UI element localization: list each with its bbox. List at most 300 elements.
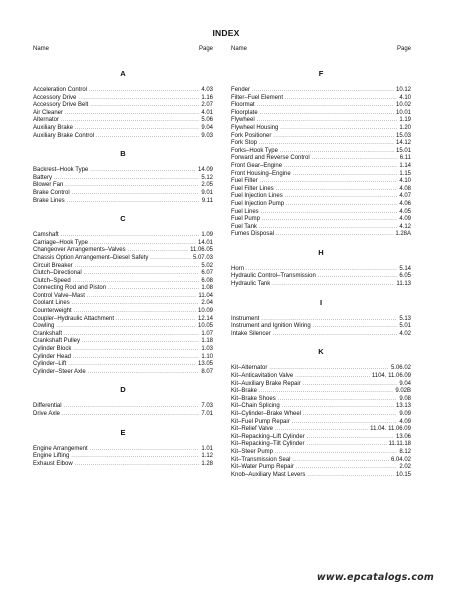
index-entry xyxy=(231,281,411,289)
index-entry xyxy=(33,354,213,362)
leader-dots xyxy=(306,441,386,449)
leader-dots xyxy=(260,110,394,118)
index-entry xyxy=(33,240,213,248)
index-entry xyxy=(231,148,411,156)
index-entry xyxy=(33,167,213,175)
leader-dots xyxy=(307,472,394,480)
index-entry xyxy=(33,346,213,354)
leader-dots xyxy=(318,273,398,281)
entry-name: Kit–Cylinder–Brake Wheel xyxy=(231,411,302,417)
leader-dots xyxy=(257,102,394,110)
entry-name: Front Housing–Engine xyxy=(231,170,291,177)
entry-page: 5.06 xyxy=(201,117,213,124)
leader-dots xyxy=(72,190,200,198)
section-letter: K xyxy=(318,347,324,357)
entry-name: Kit–Brake xyxy=(231,388,258,395)
index-entry xyxy=(231,331,411,339)
entry-page: 9.04 xyxy=(201,124,213,131)
entry-name: Fuel Tank xyxy=(231,223,257,230)
entry-page: 1.08 xyxy=(201,285,213,292)
entry-page: 5.01 xyxy=(399,323,411,330)
entry-name: Floorplate xyxy=(231,109,258,116)
index-entry xyxy=(33,461,213,469)
entry-page: 7.03 xyxy=(201,403,213,410)
entry-page: 12.14 xyxy=(197,315,213,322)
entry-name: Accessory Drive Belt xyxy=(33,102,89,109)
entry-name: Changeover Arrangements–Valves xyxy=(33,247,126,254)
leader-dots xyxy=(90,102,199,110)
entry-name: Kit–Relief Valve xyxy=(231,426,273,433)
entry-name: Cylinder Head xyxy=(33,353,72,360)
index-column-left xyxy=(33,44,213,468)
index-column-right xyxy=(231,44,411,479)
entry-name: Kit–Steer Pump xyxy=(231,448,274,455)
index-entry xyxy=(33,331,213,339)
leader-dots xyxy=(96,133,199,141)
entry-name: Crankshaft Pulley xyxy=(33,338,81,345)
index-entry xyxy=(33,95,213,103)
index-section xyxy=(33,149,213,205)
leader-dots xyxy=(293,171,398,179)
entry-page: 1.16 xyxy=(201,94,213,101)
entry-page: 10.01 xyxy=(395,109,411,116)
entry-page: 1.03 xyxy=(201,346,213,353)
leader-dots xyxy=(313,323,398,331)
entry-name: Coupler–Hydraulic Attachment xyxy=(33,315,115,322)
index-entry xyxy=(231,133,411,141)
entry-name: Camshaft xyxy=(33,232,59,239)
entry-name: Kit–Brake Shoes xyxy=(231,395,276,402)
leader-dots xyxy=(150,255,191,263)
leader-dots xyxy=(285,193,398,201)
index-entry xyxy=(231,110,411,118)
entry-name: Blower Fan xyxy=(33,182,64,189)
leader-dots xyxy=(75,125,199,133)
index-entry xyxy=(231,186,411,194)
leader-dots xyxy=(78,95,199,103)
entry-name: Cylinder–Lift xyxy=(33,361,67,368)
left-sections xyxy=(33,69,213,468)
leader-dots xyxy=(73,278,200,286)
entry-name: Fuel Injection Pump xyxy=(231,200,285,207)
leader-dots xyxy=(296,464,398,472)
leader-dots xyxy=(273,133,394,141)
leader-dots xyxy=(286,201,397,209)
leader-dots xyxy=(89,87,199,95)
index-entry xyxy=(231,323,411,331)
index-entry xyxy=(231,216,411,224)
leader-dots xyxy=(276,231,393,239)
section-letter: B xyxy=(120,149,126,159)
index-entry xyxy=(231,155,411,163)
index-entry xyxy=(231,403,411,411)
entry-page: 9.03 xyxy=(201,132,213,139)
entry-name: Knob–Auxiliary Mast Levers xyxy=(231,471,306,478)
leader-dots xyxy=(285,95,397,103)
index-entry xyxy=(231,441,411,449)
entry-page: 1.18 xyxy=(201,338,213,345)
leader-dots xyxy=(108,285,199,293)
entry-name: Air Cleaner xyxy=(33,109,64,116)
entry-page: 10.05 xyxy=(197,323,213,330)
entry-name: Forks–Hook Type xyxy=(231,147,278,154)
index-entry xyxy=(231,434,411,442)
entry-name: Fuel Injection Lines xyxy=(231,193,283,200)
entry-page: 4.01 xyxy=(201,109,213,116)
entry-page: 8.07 xyxy=(201,368,213,375)
leader-dots xyxy=(280,148,394,156)
entry-page: 2.07 xyxy=(201,102,213,109)
entry-name: Carriage–Hook Type xyxy=(33,239,88,246)
entry-name: Kit–Alternator xyxy=(231,365,268,372)
entry-page: 10.12 xyxy=(395,87,411,93)
entry-page: 6.11 xyxy=(399,155,411,162)
leader-dots xyxy=(278,396,398,404)
entry-page: 11.04 xyxy=(198,292,213,299)
leader-dots xyxy=(284,163,397,171)
index-entry xyxy=(33,323,213,331)
entry-name: Fender xyxy=(231,87,251,93)
entry-name: Brake Lines xyxy=(33,197,65,204)
leader-dots xyxy=(128,247,188,255)
leader-dots xyxy=(312,155,398,163)
leader-dots xyxy=(303,411,397,419)
index-entry xyxy=(231,209,411,217)
index-entry xyxy=(231,117,411,125)
entry-page: 4.12 xyxy=(399,223,411,230)
leader-dots xyxy=(65,182,199,190)
entry-name: Connecting Rod and Piston xyxy=(33,285,107,292)
index-entry xyxy=(231,388,411,396)
entry-name: Kit–Water Pump Repair xyxy=(231,464,294,471)
index-section xyxy=(231,298,411,339)
leader-dots xyxy=(90,167,196,175)
entry-name: Flywheel Housing xyxy=(231,124,279,131)
index-section xyxy=(231,69,411,239)
index-entry xyxy=(33,102,213,110)
entry-page: 6.05 xyxy=(399,273,411,280)
section-letter: H xyxy=(318,247,324,257)
entry-name: Kit–Fuel Pump Repair xyxy=(231,418,290,425)
index-entry xyxy=(231,224,411,232)
entry-page: 11.13 xyxy=(396,281,411,288)
entry-name: Kit–Auxiliary Brake Repair xyxy=(231,380,301,387)
leader-dots xyxy=(252,87,394,95)
entry-name: Fork Positioner xyxy=(231,132,272,139)
section-letter: D xyxy=(120,385,126,395)
leader-dots xyxy=(269,365,389,373)
index-entry xyxy=(33,133,213,141)
index-section xyxy=(33,214,213,376)
leader-dots xyxy=(74,308,196,316)
index-section xyxy=(33,428,213,469)
index-entry xyxy=(33,316,213,324)
entry-page: 4.07 xyxy=(399,193,411,200)
leader-dots xyxy=(61,232,200,240)
entry-name: Clutch–Directional xyxy=(33,270,82,277)
entry-name: Flywheel xyxy=(231,117,255,124)
leader-dots xyxy=(275,426,368,434)
entry-name: Kit–Anticavitation Valve xyxy=(231,373,294,380)
entry-name: Instrument and Ignition Wiring xyxy=(231,323,311,330)
entry-page: 4.09 xyxy=(399,216,411,223)
watermark: www.epcatalogs.com xyxy=(316,572,434,583)
index-entry xyxy=(33,369,213,377)
entry-name: Kit–Repacking–Tilt Cylinder xyxy=(231,441,305,448)
index-entry xyxy=(33,285,213,293)
leader-dots xyxy=(87,293,197,301)
entry-page: 4.06 xyxy=(399,200,411,207)
entry-page: 1.15 xyxy=(399,170,411,177)
entry-page: 9.08 xyxy=(399,395,411,402)
entry-name: Chassis Option Arrangement–Diesel Safety xyxy=(33,254,149,261)
section-letter: C xyxy=(120,214,126,224)
leader-dots xyxy=(65,110,199,118)
index-entry xyxy=(33,270,213,278)
entry-page: 1.20 xyxy=(399,124,411,131)
index-entry xyxy=(231,449,411,457)
leader-dots xyxy=(303,381,398,389)
index-entry xyxy=(231,396,411,404)
index-entry xyxy=(231,125,411,133)
entry-name: Acceleration Control xyxy=(33,87,88,93)
index-entry xyxy=(33,198,213,206)
index-entry xyxy=(33,338,213,346)
index-entry xyxy=(231,193,411,201)
index-entry xyxy=(231,419,411,427)
leader-dots xyxy=(72,300,200,308)
leader-dots xyxy=(260,178,398,186)
leader-dots xyxy=(71,453,199,461)
entry-page: 9.11 xyxy=(201,197,213,204)
index-entry xyxy=(231,273,411,281)
leader-dots xyxy=(272,281,394,289)
index-entry xyxy=(33,110,213,118)
entry-name: Accessory Drive xyxy=(33,94,77,101)
entry-name: Differential xyxy=(33,403,62,410)
entry-name: Hydraulic Tank xyxy=(231,281,271,288)
index-entry xyxy=(231,163,411,171)
entry-page: 1104. 11.06.09 xyxy=(371,373,411,380)
section-letter: E xyxy=(120,427,126,437)
leader-dots xyxy=(68,361,196,369)
entry-name: Crankshaft xyxy=(33,330,63,337)
entry-name: Kit–Transmission Seal xyxy=(231,456,291,463)
entry-page: 1.14 xyxy=(399,162,411,169)
index-section xyxy=(231,248,411,289)
leader-dots xyxy=(276,186,398,194)
entry-name: Battery xyxy=(33,174,53,181)
entry-page: 1.12 xyxy=(201,453,213,460)
index-entry xyxy=(231,472,411,480)
leader-dots xyxy=(75,461,200,469)
leader-dots xyxy=(90,446,200,454)
entry-name: Drive Axle xyxy=(33,411,61,417)
entry-name: Auxiliary Brake xyxy=(33,124,74,131)
entry-page: 9.02B xyxy=(395,388,411,395)
page-column-label: Page xyxy=(396,46,411,52)
index-entry xyxy=(33,87,213,95)
leader-dots xyxy=(275,449,397,457)
index-entry xyxy=(231,373,411,381)
index-entry xyxy=(231,381,411,389)
index-entry xyxy=(33,190,213,198)
leader-dots xyxy=(73,346,199,354)
entry-page: 15.03 xyxy=(395,132,411,139)
entry-name: Cowling xyxy=(33,323,55,330)
entry-page: 1.28A xyxy=(395,231,411,238)
entry-page: 13.13 xyxy=(395,403,411,410)
index-entry xyxy=(33,308,213,316)
leader-dots xyxy=(261,316,397,324)
index-entry xyxy=(231,266,411,274)
entry-name: Kit–Chain Splicing xyxy=(231,403,280,410)
entry-name: Forward and Reverse Control xyxy=(231,155,310,162)
entry-name: Clutch–Speed xyxy=(33,277,71,284)
entry-name: Cylinder Block xyxy=(33,346,72,353)
leader-dots xyxy=(259,224,397,232)
entry-name: Fumes Disposal xyxy=(231,231,275,238)
entry-page: 5.02 xyxy=(201,262,213,269)
entry-name: Brake Control xyxy=(33,189,70,196)
leader-dots xyxy=(64,403,200,411)
index-entry xyxy=(33,300,213,308)
entry-page: 14.01 xyxy=(197,239,213,246)
entry-page: 6.04.02 xyxy=(390,456,411,463)
index-entry xyxy=(33,175,213,183)
index-entry xyxy=(33,125,213,133)
entry-name: Engine Arrangement xyxy=(33,445,88,452)
name-column-label: Name xyxy=(231,46,248,52)
entry-page: 1.01 xyxy=(201,445,213,452)
entry-name: Floormat xyxy=(231,102,255,109)
leader-dots xyxy=(261,209,398,217)
entry-page: 1.10 xyxy=(201,353,213,360)
page-column-label: Page xyxy=(198,46,213,52)
entry-name: Exhaust Elbow xyxy=(33,460,73,467)
index-section xyxy=(231,347,411,479)
leader-dots xyxy=(280,125,397,133)
entry-page: 5.07.03 xyxy=(192,254,213,261)
entry-page: 13.05 xyxy=(197,361,213,368)
entry-page: 11.06.05 xyxy=(190,247,213,254)
entry-page: 5.14 xyxy=(399,265,411,272)
entry-name: Control Valve–Mast xyxy=(33,292,85,299)
index-entry xyxy=(33,182,213,190)
leader-dots xyxy=(64,331,199,339)
entry-page: 11.04. 11.06.09 xyxy=(370,426,411,433)
entry-page: 4.02 xyxy=(399,330,411,337)
entry-page: 14.09 xyxy=(197,167,213,174)
entry-page: 8.12 xyxy=(399,448,411,455)
entry-page: 5.13 xyxy=(399,315,411,322)
index-entry xyxy=(33,293,213,301)
leader-dots xyxy=(273,331,398,339)
index-entry xyxy=(33,446,213,454)
entry-name: Auxiliary Brake Control xyxy=(33,132,95,139)
index-entry xyxy=(231,231,411,239)
entry-name: Fork Stop xyxy=(231,140,258,147)
column-header xyxy=(231,44,411,54)
entry-page: 4.03 xyxy=(201,87,213,93)
entry-name: Alternator xyxy=(33,117,60,124)
entry-page: 11.11.18 xyxy=(388,441,411,448)
leader-dots xyxy=(292,457,389,465)
entry-name: Backrest–Hook Type xyxy=(33,167,89,174)
entry-page: 1.09 xyxy=(201,232,213,239)
leader-dots xyxy=(61,117,199,125)
leader-dots xyxy=(257,117,398,125)
leader-dots xyxy=(282,403,394,411)
entry-page: 5.06.02 xyxy=(390,365,411,372)
entry-page: 1.19 xyxy=(399,117,411,124)
entry-page: 2.05 xyxy=(201,182,213,189)
entry-name: Counterweight xyxy=(33,308,72,315)
leader-dots xyxy=(246,266,397,274)
index-entry xyxy=(231,316,411,324)
index-entry xyxy=(231,102,411,110)
leader-dots xyxy=(292,419,398,427)
index-section xyxy=(33,385,213,418)
entry-name: Instrument xyxy=(231,315,260,322)
leader-dots xyxy=(54,175,199,183)
index-entry xyxy=(231,87,411,95)
entry-name: Horn xyxy=(231,265,245,272)
leader-dots xyxy=(259,388,393,396)
index-entry xyxy=(33,117,213,125)
leader-dots xyxy=(56,323,196,331)
leader-dots xyxy=(88,369,200,377)
page-title: INDEX xyxy=(212,28,240,38)
entry-page: 4.09 xyxy=(399,418,411,425)
index-entry xyxy=(231,95,411,103)
name-column-label: Name xyxy=(33,46,50,52)
index-entry xyxy=(231,464,411,472)
entry-page: 4.10 xyxy=(399,94,411,101)
section-letter: F xyxy=(318,69,324,78)
index-entry xyxy=(33,232,213,240)
leader-dots xyxy=(259,140,394,148)
entry-name: Cylinder–Steer Axle xyxy=(33,368,86,375)
entry-page: 10.02 xyxy=(395,102,411,109)
entry-page: 9.04 xyxy=(399,380,411,387)
entry-page: 6.07 xyxy=(201,270,213,277)
entry-page: 10.15 xyxy=(395,471,411,478)
entry-name: Hydraulic Control–Transmission xyxy=(231,273,316,280)
entry-page: 7.01 xyxy=(201,411,213,417)
index-entry xyxy=(33,278,213,286)
index-entry xyxy=(231,178,411,186)
entry-page: 9.01 xyxy=(201,189,213,196)
entry-page: 2.02 xyxy=(399,464,411,471)
entry-name: Engine Lifting xyxy=(33,453,70,460)
index-entry xyxy=(231,426,411,434)
leader-dots xyxy=(116,316,196,324)
leader-dots xyxy=(75,263,200,271)
entry-page: 1.07 xyxy=(201,330,213,337)
entry-page: 9.09 xyxy=(399,411,411,417)
index-entry xyxy=(33,411,213,419)
index-entry xyxy=(33,247,213,255)
section-letter: A xyxy=(120,69,126,78)
entry-page: 1.28 xyxy=(201,460,213,467)
index-entry xyxy=(231,201,411,209)
entry-name: Fuel Filter Lines xyxy=(231,185,274,192)
leader-dots xyxy=(82,338,199,346)
index-entry xyxy=(33,255,213,263)
entry-page: 6.08 xyxy=(201,277,213,284)
entry-page: 14.12 xyxy=(395,140,411,147)
